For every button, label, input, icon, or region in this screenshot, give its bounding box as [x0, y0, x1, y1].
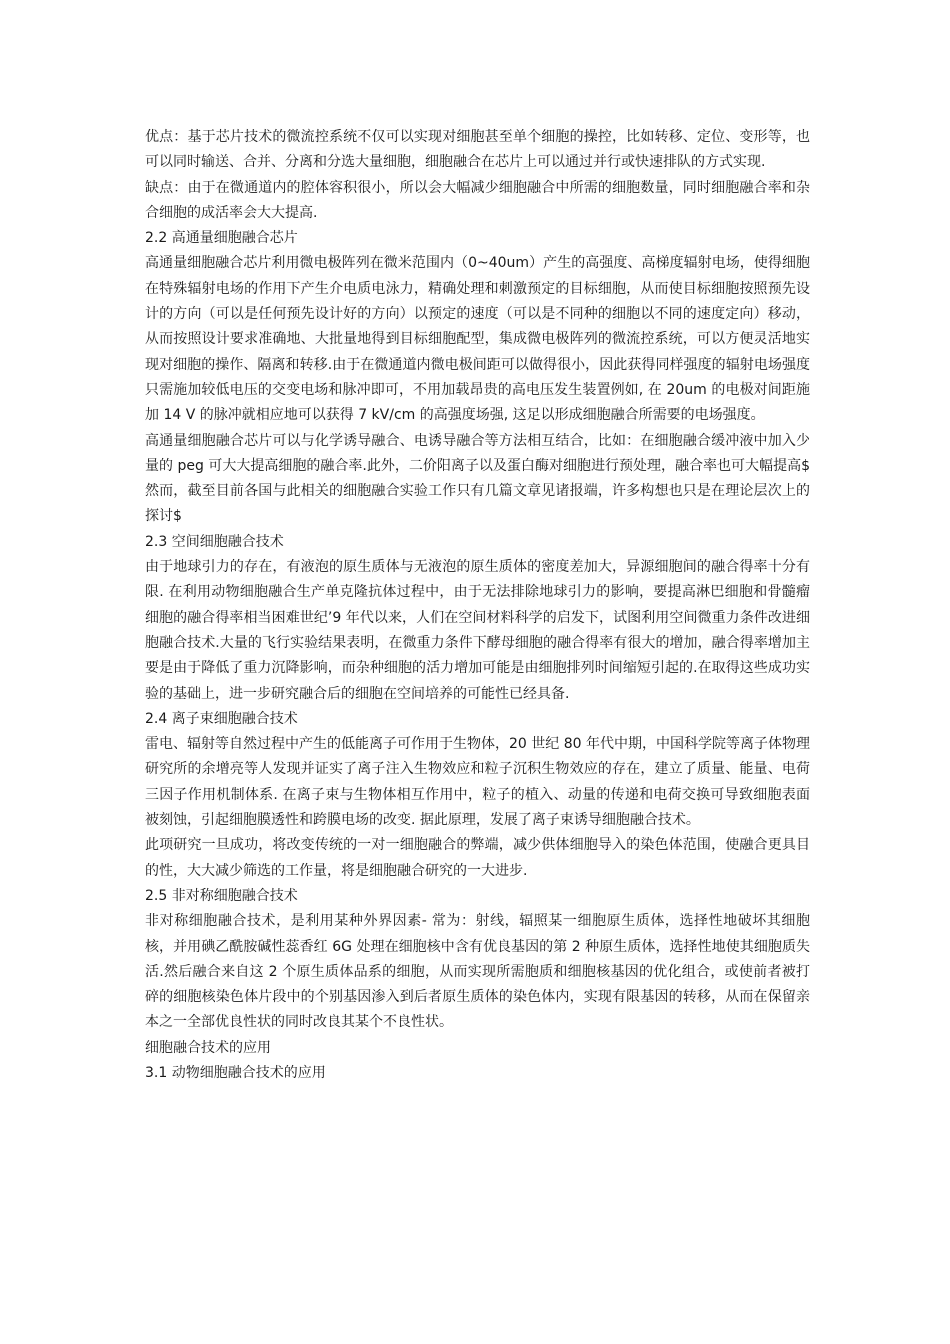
paragraph-high-throughput-chip: 高通量细胞融合芯片利用微电极阵列在微米范围内（0~40um）产生的高强度、高梯度辐射电场，使得细胞在特殊辐射电场的作用下产生介电质电泳力，精确处理和刺激预定的目标细胞，从而使目标细胞按照预先设计的方向（可以是任何预先设计好的方向）以预定的速度（可以是不同种的细胞以不同的速度定向）移动，从而按照设计要求准确地、大批量地得到目标细胞配型，集成微电极阵列的微流控系统，可以方便灵活地实现对细胞的操作、隔离和转移.由于在微通道内微电极间距可以做得很小，因此获得同样强度的辐射电场强度只需施加较低电压的交变电场和脉冲即可，不用加载昂贵的高电压发生装置例如, 在 20um 的电极对间距施加 14 V 的脉冲就相应地可以获得 7 kV/cm 的高强度场强, 这足以形成细胞融合所需要的电场强度。: [145, 255, 810, 424]
section-heading-2-5: 2.5 非对称细胞融合技术: [145, 887, 298, 904]
paragraph-ion-beam: 雷电、辐射等自然过程中产生的低能离子可作用于生物体，20 世纪 80 年代中期，中国科学院等离子体物理研究所的余增亮等人发现并证实了离子注入生物效应和粒子沉积生物效应的存在，建立了质量、能量、电荷三因子作用机制体系. 在离子束与生物体相互作用中，粒子的植入、动量的传递和电荷交换可导致细胞表面被刻蚀，引起细胞膜透性和跨膜电场的改变. 据此原理，发展了离子束诱导细胞融合技术。: [145, 736, 810, 829]
chapter-heading-applications: 细胞融合技术的应用: [145, 1039, 271, 1056]
section-heading-2-4: 2.4 离子束细胞融合技术: [145, 710, 298, 727]
section-heading-2-2: 2.2 高通量细胞融合芯片: [145, 230, 298, 247]
paragraph-high-throughput-combination: 高通量细胞融合芯片可以与化学诱导融合、电诱导融合等方法相互结合，比如：在细胞融合缓冲液中加入少量的 peg 可大大提高细胞的融合率.此外，二价阳离子以及蛋白酶对细胞进行预处理，融合率也可大幅提高$ 然而，截至目前各国与此相关的细胞融合实验工作只有几篇文章见诸报端，许多构想也只是在理论层次上的探讨$: [145, 432, 810, 525]
paragraph-space-fusion: 由于地球引力的存在，有液泡的原生质体与无液泡的原生质体的密度差加大，异源细胞间的融合得率十分有限. 在利用动物细胞融合生产单克隆抗体过程中，由于无法排除地球引力的影响，要提高淋巴细胞和骨髓瘤细胞的融合得率相当困难世纪’9 年代以来，人们在空间材料科学的启发下，试图利用空间微重力条件改进细胞融合技术.大量的飞行实验结果表明，在微重力条件下酵母细胞的融合得率有很大的增加，融合得率增加主要是由于降低了重力沉降影响，而杂种细胞的活力增加可能是由细胞排列时间缩短引起的.在取得这些成功实验的基础上，进一步研究融合后的细胞在空间培养的可能性已经具备.: [145, 559, 810, 702]
paragraph-asymmetric-fusion: 非对称细胞融合技术，是利用某种外界因素- 常为：射线，辐照某一细胞原生质体，选择性地破坏其细胞核，并用碘乙酰胺碱性蕊香红 6G 处理在细胞核中含有优良基因的第 2 种原生质体，选择性地使其细胞质失活.然后融合来自这 2 个原生质体品系的细胞，从而实现所需胞质和细胞核基因的优化组合，或使前者被打碎的细胞核染色体片段中的个别基因渗入到后者原生质体的染色体内，实现有限基因的转移，从而在保留亲本之一全部优良性状的同时改良其某个不良性状。: [145, 913, 810, 1031]
paragraph-disadvantages: 缺点：由于在微通道内的腔体容积很小，所以会大幅减少细胞融合中所需的细胞数量，同时细胞融合率和杂合细胞的成活率会大大提高.: [145, 179, 810, 221]
section-heading-2-3: 2.3 空间细胞融合技术: [145, 533, 284, 550]
document-body: [145, 125, 810, 1086]
section-heading-3-1: 3.1 动物细胞融合技术的应用: [145, 1064, 326, 1081]
paragraph-advantages: 优点：基于芯片技术的微流控系统不仅可以实现对细胞甚至单个细胞的操控，比如转移、定位、变形等，也可以同时输送、合并、分离和分选大量细胞，细胞融合在芯片上可以通过并行或快速排队的方式实现.: [145, 129, 810, 171]
paragraph-ion-beam-outlook: 此项研究一旦成功，将改变传统的一对一细胞融合的弊端，减少供体细胞导入的染色体范围，使融合更具目的性，大大减少筛选的工作量，将是细胞融合研究的一大进步.: [145, 837, 810, 879]
